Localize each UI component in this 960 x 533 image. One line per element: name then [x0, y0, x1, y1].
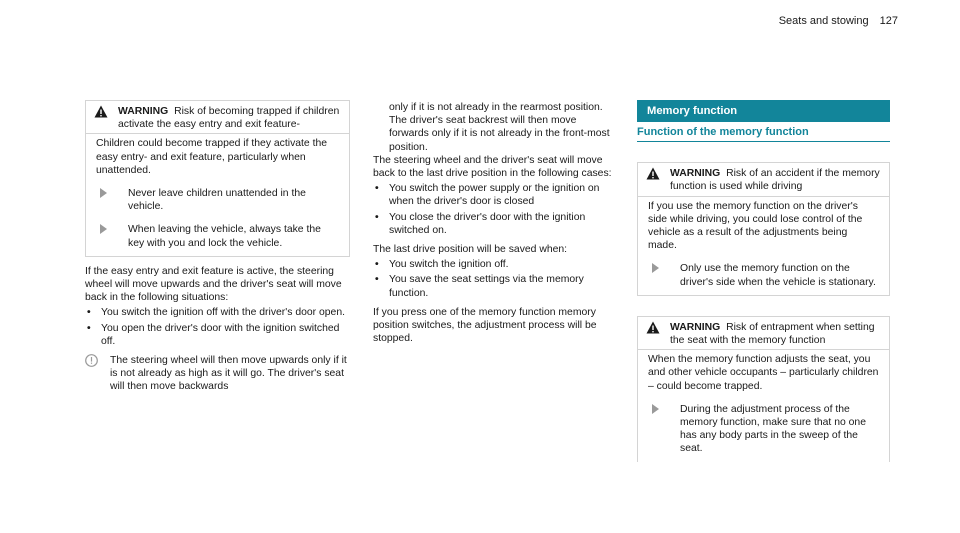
note	[85, 354, 350, 394]
warning-box-trapped	[85, 100, 350, 257]
warning-text: Children could become trapped if they activate the easy entry- and exit feature, particularly when unattended.	[96, 138, 328, 176]
step-item	[100, 223, 339, 249]
list-item: • You close the driver's door with the ignition switched on.	[373, 211, 618, 237]
warning-label: WARNING	[670, 168, 721, 180]
page-header	[779, 15, 898, 28]
page-number: 127	[879, 15, 898, 27]
list-item: • You open the driver's door with the ignition switched off.	[85, 322, 350, 348]
warning-title: Risk of entrapment when setting the seat with the memory function	[670, 321, 875, 347]
warning-triangle-icon	[646, 167, 660, 180]
bullet-list	[373, 258, 618, 300]
step-arrow-icon	[652, 404, 666, 414]
list-item: • You save the seat settings via the memory function.	[373, 273, 618, 299]
step-arrow-icon	[100, 188, 114, 198]
paragraph: The last drive position will be saved when:	[373, 244, 568, 256]
step-text: When leaving the vehicle, always take the key with you and lock the vehicle.	[128, 224, 321, 249]
warning-text: If you use the memory function on the driver's side while driving, you could lose control of the vehicle as a result of the adjustments being made.	[648, 200, 863, 252]
warning-title: Risk of an accident if the memory function is used while driving	[670, 168, 880, 193]
section-heading-bar: Memory function	[637, 100, 890, 122]
subheading: Function of the memory function	[637, 122, 890, 142]
column-2	[373, 101, 618, 345]
warning-triangle-icon	[94, 105, 108, 118]
note-circle-icon	[85, 354, 98, 367]
step-item	[652, 403, 879, 456]
step-arrow-icon	[100, 224, 114, 234]
column-3	[637, 100, 890, 462]
bullet-list	[85, 306, 350, 348]
step-text: Only use the memory function on the driver's side when the vehicle is stationary.	[680, 263, 876, 288]
warning-body	[638, 349, 889, 461]
paragraph: The steering wheel and the driver's seat will move back to the last drive position in the following cases:	[373, 154, 612, 180]
warning-box-entrapment	[637, 316, 890, 462]
warning-header	[638, 317, 889, 349]
step-text: During the adjustment process of the memory function, make sure that no one has any body parts in the sweep of the seat.	[680, 403, 866, 455]
step-item	[652, 262, 879, 288]
note-continuation: The driver's seat backrest will then move forwards only if it is not already in the front-most position.	[389, 115, 610, 153]
list-item: • You switch the ignition off with the driver's door open.	[85, 306, 350, 319]
section-title: Seats and stowing	[778, 15, 869, 27]
paragraph: If the easy entry and exit feature is active, the steering wheel will move upwards and the driver's seat will move back in the following situations:	[85, 265, 342, 304]
warning-box-accident	[637, 162, 890, 296]
step-item	[100, 187, 339, 213]
warning-header	[86, 101, 349, 133]
warning-text: When the memory function adjusts the seat, you and other vehicle occupants – particularly children – could become trapped.	[648, 354, 879, 392]
warning-triangle-icon	[646, 321, 660, 334]
list-item: • You switch the ignition off.	[373, 258, 618, 271]
paragraph: If you press one of the memory function memory position switches, the adjustment process will be stopped.	[373, 306, 597, 345]
warning-body	[638, 196, 889, 295]
note-text: The steering wheel will then move upwards only if it is not already as high as it will go. The driver's seat will then move backwards	[110, 355, 347, 393]
step-text: Never leave children unattended in the vehicle.	[128, 188, 306, 213]
note-continuation: only if it is not already in the rearmost position.	[389, 102, 603, 113]
warning-header	[638, 163, 889, 195]
warning-label: WARNING	[670, 321, 721, 333]
list-item: • You switch the power supply or the ignition on when the driver's door is closed	[373, 182, 618, 208]
warning-title: Risk of becoming trapped if children activate the easy entry and exit feature-	[118, 106, 340, 131]
step-arrow-icon	[652, 263, 666, 273]
warning-body	[86, 133, 349, 255]
column-1	[85, 100, 350, 394]
bullet-list	[373, 182, 618, 237]
warning-label: WARNING	[118, 106, 169, 117]
